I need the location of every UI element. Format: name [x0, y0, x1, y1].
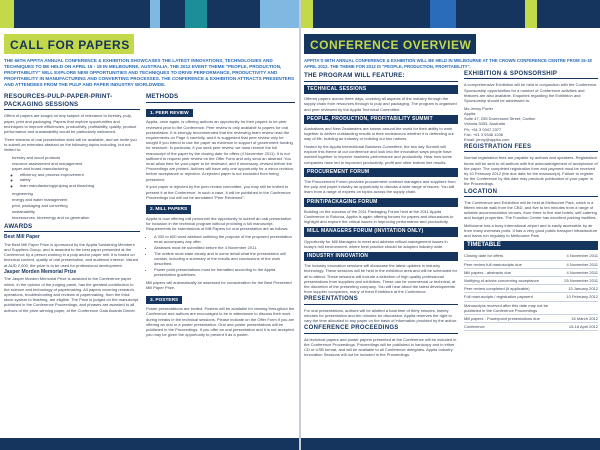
band-lime-accent-right: [525, 0, 537, 28]
timetable-date: 4 November 2011: [562, 268, 598, 276]
timetable-label: Manuscripts received after this date may not be published in the Conference Proceedings: [464, 301, 562, 314]
resources-heading: RESOURCES-PULP-PAPER-PRINT-PACKAGING SESSIONS: [4, 93, 140, 110]
print-packaging-text: Building on the success of the 2011 Packaging Forum held at the 2011 Appita Conference in Rotorua, Appita is again offering forums for papers and discussions to highlight and explore the critical issues in improving performance and productivity.: [304, 208, 454, 225]
timetable-label: Notifying of advice concerning acceptance: [464, 276, 562, 284]
posters-tab: 3. POSTERS: [146, 296, 182, 304]
contact-line: Suite 47, 255 Drummond Street, Carlton: [464, 116, 536, 122]
contact-block: [464, 106, 598, 142]
topic-item: • sustainability: [12, 209, 140, 214]
location-heading: LOCATION: [464, 190, 598, 197]
timetable-date: 16 March 2012: [562, 314, 598, 322]
timetable-row: [464, 293, 598, 301]
mill-requirement: • The outline must state clearly and in some detail what the presentation will contain, including a summary of the results and conclusions of the work described.: [154, 251, 295, 267]
right-column-2: [464, 72, 598, 360]
technical-sessions-text: Offered papers across three days, covering all aspects of the industry through the supply chain from resources through to pulp and packaging. The program is organised and peer reviewed by the Appita Technical Committee.: [304, 96, 457, 112]
call-for-papers-title: CALL FOR PAPERS: [4, 34, 134, 54]
topic-subitem: ◦ lean manufacturing/pulping and bleaching: [20, 183, 140, 188]
timetable-row: [464, 285, 598, 293]
industry-innovation-text: The Industry Innovation sessions will showcase the latest updates in industry technology. These sessions will be held in the exhibition area and will be scheduled for all to attend. These sessions will include a selection of high quality professional presentations from suppliers and exhibitors. These can be commercial or technical, at the discretion of the presenting company. You will hear about the latest developments from supplier companies, many of them Exhibitors at the Conference.: [304, 263, 458, 295]
registration-heading: REGISTRATION FEES: [464, 145, 598, 152]
contact-line: Appita: [464, 110, 476, 116]
resources-paragraph-2: Three streams of oral presentation slots will be available, and we invite you to submit an extended abstract on the following topics including, but not limited to:: [4, 136, 137, 153]
mill-papers-text-2: Mill papers will automatically be assessed for consideration for the Best Presented Mill Paper Prize.: [146, 280, 292, 291]
overview-intro: APPITA'S 66TH ANNUAL CONFERENCE & EXHIBITION WILL BE HELD IN MELBOURNE AT THE CROWN CONFERENCE CENTRE FROM 15-18 APRIL 2012. THE THEME FOR 2012 IS "PEOPLE, PRODUCTION, PROFITABILITY".: [304, 58, 592, 69]
presentations-text: For oral presentations, authors will be allotted a total time of thirty minutes, twenty minutes for presentation and ten minutes for discussion. Appita reserves the right to vary the time allocated to any paper on the basis of information provided by the author.: [304, 307, 458, 324]
contact-line: Ms Jenny Porter: [464, 105, 494, 111]
posters-text: Poster presentations are invited. Posters will be available for viewing throughout the Conference and authors are encouraged to be in attendance to discuss their work during breaks in the technical sessions. Please indicate on the Offer Form if you are offering an oral or a poster presentation. Oral and poster presentations will be published in the Proceedings. If you offer an oral presentation and it is not accepted you may be given the opportunity to present it as a poster.: [146, 306, 295, 338]
timetable-label: Mill papers - abstracts due: [464, 268, 562, 276]
right-column-1: [304, 72, 458, 360]
proceedings-text: All technical papers and poster papers presented at the Conference will be included in the Conference Proceedings. Proceedings will be published in hardcopy and in either CD or USB format, and will be available to all Conference delegates. Appita Industry Innovation Sessions will not be included in the Proceedings.: [304, 336, 457, 358]
timetable-table: [464, 252, 598, 331]
mill-requirement: • A 300 to 600 word abstract outlining the purpose of the proposed presentation must accompany any offer.: [154, 234, 295, 244]
timetable-row: [464, 276, 598, 284]
band-lime-accent-left: [0, 0, 14, 28]
topic-item: • forestry and wood products: [12, 155, 140, 160]
methods-heading: METHODS: [146, 93, 295, 103]
industry-innovation-heading: INDUSTRY INNOVATION: [304, 252, 458, 261]
exhibition-heading: EXHIBITION & SPONSORSHIP: [464, 72, 598, 79]
program-heading: THE PROGRAM WILL FEATURE:: [304, 72, 458, 82]
mill-papers-tab: 2. MILL PAPERS: [146, 205, 191, 213]
contact-line: Fax: +61 3 9348 1206: [464, 131, 504, 137]
call-intro: THE 66TH APPITA ANNUAL CONFERENCE & EXHIBITION SHOWCASES THE LATEST INNOVATIONS, TECHNOLOGIES AND TECHNIQUES TO BE HELD ON APRIL 15 - 18 IN MELBOURNE, AUSTRALIA. THE 2012 EVENT THEME "PEOPLE, PRODUCTION, PROFITABILITY" WILL EXPLORE NEW OPPORTUNITIES AND TECHNIQUES TO DRIVE PERFORMANCE, PRODUCTIVITY AND PROFITABILITY IN MANUFACTURING AND CONVERTING PROCESSES. THE CONFERENCE & EXHIBITION ATTRACTS PRESENTERS AND ATTENDEES FROM THE PULP AND PAPER INDUSTRY WORLDWIDE.: [4, 58, 295, 88]
left-column-2: [146, 93, 295, 340]
best-mill-paper-title: Best Mill Paper: [4, 234, 40, 241]
timetable-row: [464, 314, 598, 322]
timetable-label: Full manuscripts / registration payment: [464, 293, 562, 301]
topic-item: • energy and water management: [12, 197, 140, 202]
topic-item-label: paper and board manufacturing: [12, 166, 68, 172]
technical-sessions-heading: TECHNICAL SESSIONS: [304, 85, 458, 94]
peer-review-text-2: If your paper is rejected by the peer-review committee, you may still be invited to present it at the Conference. In such a case, it will be published in the Conference Proceedings but will not be annotated "Peer Reviewed".: [146, 184, 291, 200]
conference-overview-title: CONFERENCE OVERVIEW: [304, 34, 476, 54]
peer-review-tab: 1. PEER REVIEW: [146, 109, 193, 117]
best-mill-paper-text: The Best Mill Paper Prize is sponsored by the Appita Sustaining Members and Suppliers Group, and is awarded to the best paper presented at the Conference by a person working in a pulp and/or paper mill. It is based on technical content, quality of oral presentation, and audience interest. Valued at AUD 2,000, the prize is to be used for professional development.: [4, 241, 139, 268]
timetable-heading: TIMETABLE: [464, 241, 598, 250]
band-light-accent-center: [260, 0, 300, 28]
band-blue-accent: [430, 0, 456, 28]
topic-item: • resource assessment and management: [12, 161, 140, 166]
topic-subitem: ◦ efficiency and process improvement: [20, 172, 140, 177]
print-packaging-heading: PRINT/PACKAGING FORUM: [304, 198, 458, 207]
timetable-label: Peer review completed (if applicable): [464, 285, 562, 293]
timetable-label: Conference: [464, 322, 562, 330]
timetable-row: [464, 268, 598, 276]
registration-text: Normal registration fees are payable by authors and speakers. Registration forms will be sent to all authors with the acknowledgement of acceptance of the paper. The completed registration form and payment must be received by 10 February 2012 (the due date for the manuscript). Failure to register for the Conference by this date may preclude publication of your paper in the Proceedings.: [464, 155, 598, 187]
timetable-row: [464, 301, 598, 314]
resources-paragraph-1: Offers of papers are sought on any subject of relevance to forestry, pulp, paper, print and packaging. Papers that explore opportunities and techniques to improve efficiencies, productivity, profitability, quality, product performance and sustainability would be particularly welcomed.: [4, 113, 137, 134]
timetable-label: Closing date for offers: [464, 252, 562, 260]
topic-subitem: ◦ safety: [20, 177, 140, 182]
proceedings-heading: CONFERENCE PROCEEDINGS: [304, 326, 458, 333]
topic-list: [12, 155, 140, 220]
band-lime-accent-center: [301, 0, 313, 28]
left-page: [4, 34, 295, 436]
mill-requirements-list: [154, 234, 295, 277]
procurement-forum-text: The Procurement Forum provides procurement contract managers and suppliers from the pulp and paper industry an opportunity to discuss a wide range of issues. You will learn from a range of experts on topics across the supply chain.: [304, 179, 456, 195]
location-text-2: Melbourne has a busy international airport and is easily accessible by air from many overseas ports. It has a very good public transport infrastructure and trams run regularly to Melbourne Park.: [464, 223, 598, 239]
contact-email-link[interactable]: Email: jenny@appita.com: [464, 136, 510, 142]
ppp-summit-text-1: Australians and New Zealanders are known around the world for their ability to work together to deliver outstanding results in their endeavours whether it is defending our way of life, building an industry or building our two nations.: [304, 125, 454, 142]
topic-item: • print, packaging and converting: [12, 203, 140, 208]
mill-requirement: • Abstracts must be submitted before the 4 November 2011.: [154, 245, 295, 250]
timetable-label: Peer review full manuscripts due: [464, 260, 562, 268]
ppp-summit-text-2: Hosted by the Appita International Business Committee, the two day Summit will explore this theme at our conference and look into the innovative ways people have worked together to improve business performance and productivity. Hear how some companies have led to improved productivity, profit and other bottom line results.: [304, 144, 452, 165]
topic-item: [12, 166, 140, 188]
spine-fold: [299, 0, 301, 450]
peer-review-text-1: Appita, once again, is offering authors an opportunity for their papers to be peer reviewed prior to the Conference. Peer review is only available to papers for oral presentation. It is strongly recommended that the reviewing team review read the requirements on Page 4 carefully, and it is suggested that peer review only be sought if you intend to use the paper as evidence in support of government funding for research. In particular, if you seek peer review, we must receive the full manuscript of the paper by the closing date for offers (4 November 2011). It is not sufficient to request peer review on the Offer Form and only send an abstract. You must allow time for your paper to be reviewed, and if necessary, revised before the Proceedings are printed. Authors will have only one opportunity for a minor revision, before acceptance or rejection. A rejected paper is not excluded from being presented.: [146, 119, 295, 182]
topic-item: • bioresources, biorenergy and co-generation: [12, 215, 140, 220]
timetable-date: 15-18 April 2012: [562, 322, 598, 330]
topic-sublist: [20, 172, 140, 189]
mill-papers-text-1: Appita is now offering mill personnel the opportunity to submit an oral presentation for inclusion in the technical program without providing a full manuscript. Requirements for submissions of Mill Papers for oral presentation are as follows:: [146, 215, 292, 232]
topic-item: • engineering: [12, 191, 140, 196]
timetable-row: [464, 260, 598, 268]
procurement-forum-heading: PROCUREMENT FORUM: [304, 168, 458, 177]
timetable-date: 4 November 2011: [562, 252, 598, 260]
timetable-row: [464, 252, 598, 260]
left-column-1: [4, 93, 140, 340]
awards-heading: AWARDS: [4, 223, 140, 233]
timetable-date: 10 February 2012: [562, 293, 598, 301]
left-columns: [4, 93, 295, 340]
jasper-morden-title: Jasper Morden Memorial Prize: [4, 269, 77, 276]
timetable-date: 4 November 2011: [562, 260, 598, 268]
timetable-row: [464, 322, 598, 330]
contact-line: Victoria 3053, Australia: [464, 121, 505, 127]
jasper-morden-text: The Jasper Morden Memorial Prize is awarded to the Conference paper which, in the opinion of the judging panel, has the greatest contribution to the science and technology of papermaking. All papers covering research, operations, troubleshooting and reviews of papermaking, from the thick stock system to finishing, are eligible. The Prize is judged on the manuscript published in the Conference Proceedings, and phrases are awarded to all authors of the prize-winning paper, at the Conference Gala Awards Dinner.: [4, 276, 139, 313]
timetable-date: 13 January 2012: [562, 285, 598, 293]
mill-requirement: • Power point presentations must be formatted according to the Appita presentation guidelines.: [154, 267, 295, 277]
location-text-1: The Conference and Exhibition will be held at Melbourne Park, which is a fifteen minute walk from the CBD, and five to ten minutes from a range of suitable accommodation venues, from three to five star hotels, self-catering and budget properties. The Function Centre has excellent parking facilities.: [464, 199, 597, 221]
mill-managers-heading: MILL MANAGERS FORUM (INVITATION ONLY): [304, 227, 458, 236]
band-teal-accent: [185, 0, 207, 28]
ppp-summit-heading: PEOPLE, PRODUCTION, PROFITABILITY SUMMIT: [304, 115, 458, 124]
timetable-label: Mill papers - Powerpoint presentations due: [464, 314, 562, 322]
mill-managers-text: Opportunity for Mill Managers to meet and address critical management issues in today's mill environment, where best practice should be adopted industry wide.: [304, 238, 448, 249]
exhibition-text: A comprehensive Exhibition will be held in conjunction with the Conference. Sponsorship opportunities for a number of Conference activities and features are also available. Enquiries regarding the Exhibition and Sponsorship should be addressed to:: [464, 82, 598, 103]
right-columns: [304, 72, 598, 360]
band-light-accent-left: [150, 0, 160, 28]
right-page: [304, 34, 598, 436]
timetable-date: 25 November 2011: [564, 278, 598, 284]
contact-line: Ph: +61 3 9347 2377: [464, 126, 502, 132]
presentations-heading: PRESENTATIONS: [304, 297, 458, 304]
timetable-date: [562, 301, 598, 314]
